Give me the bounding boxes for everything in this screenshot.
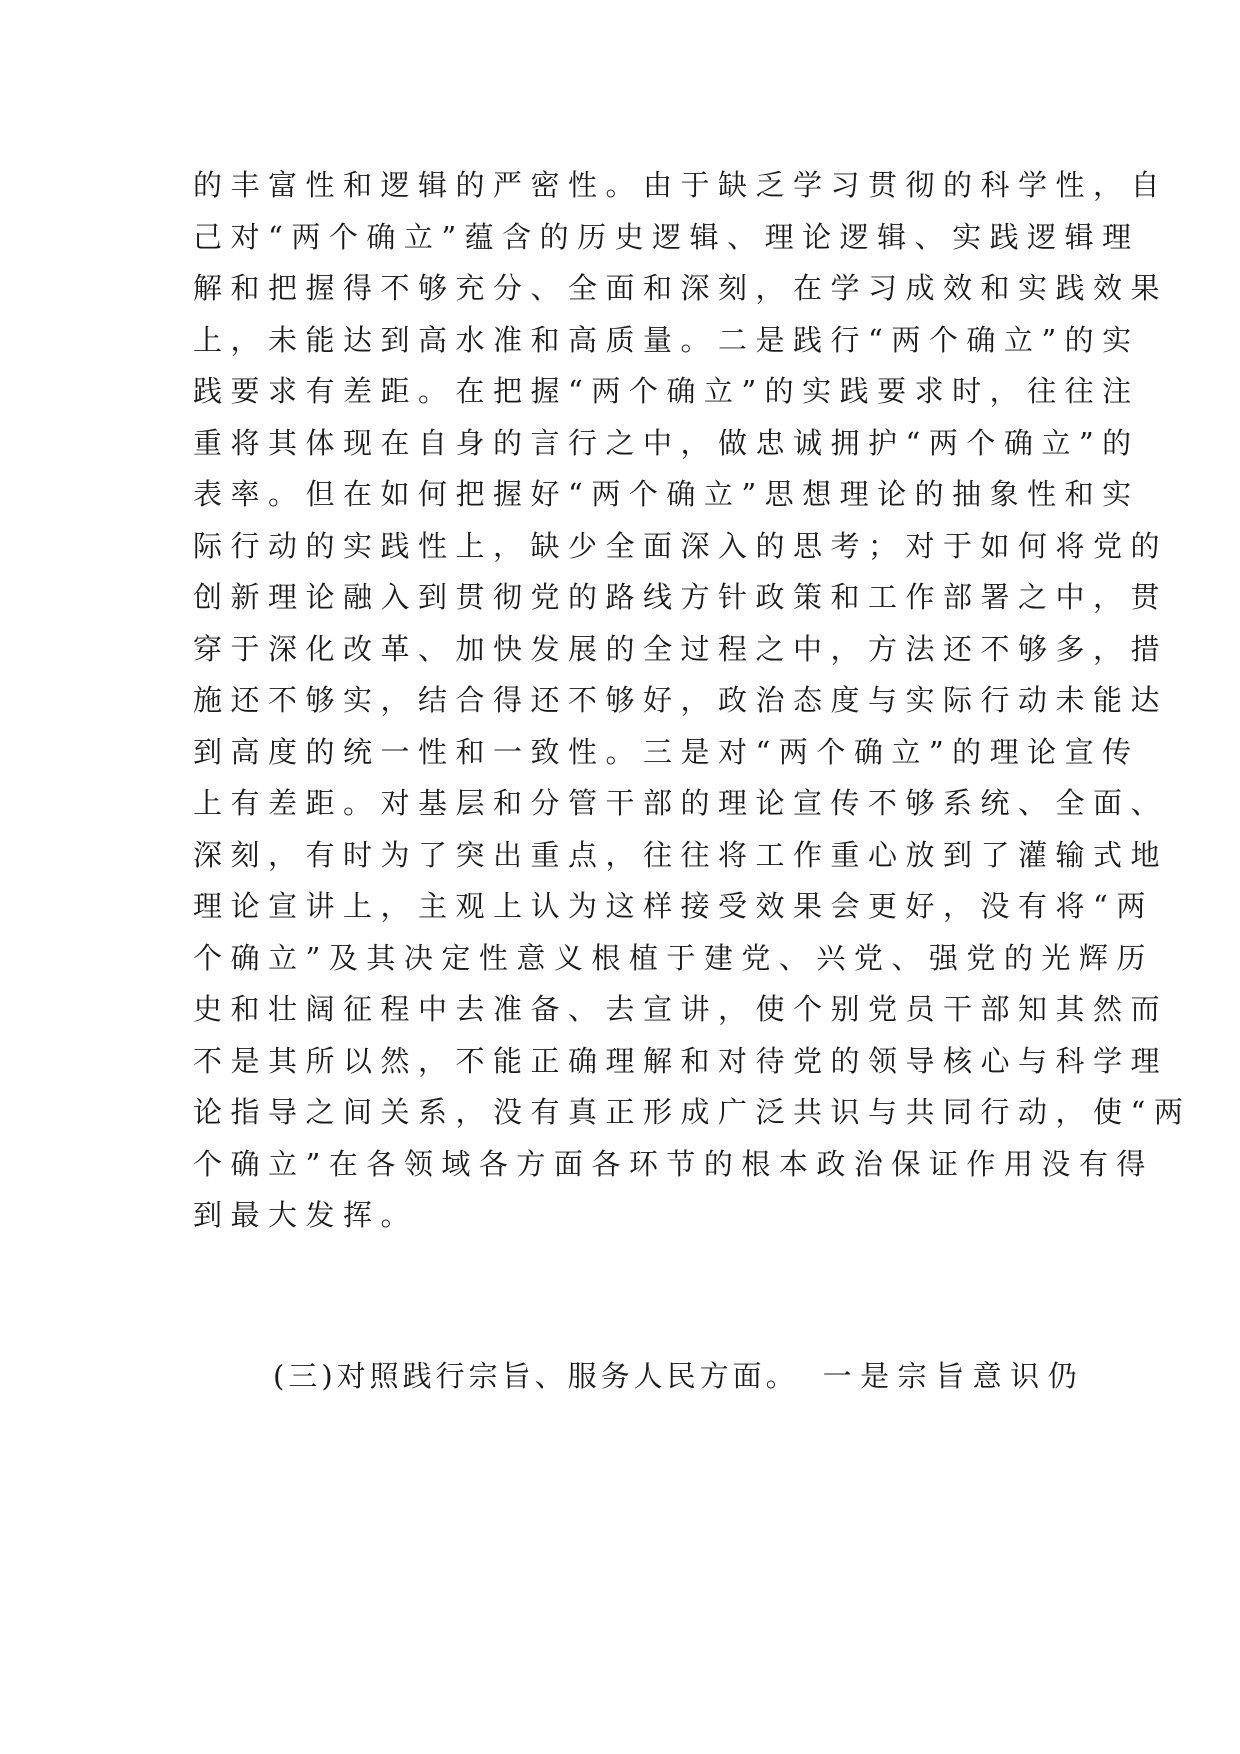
paragraph-line: 上有差距。对基层和分管干部的理论宣传不够系统、全面、: [193, 786, 1169, 820]
paragraph-line: 个确立”及其决定性意义根植于建党、兴党、强党的光辉历: [193, 940, 1154, 975]
section-three: [193, 1351, 1086, 1403]
paragraph-line: 己对“两个确立”蕴含的历史逻辑、理论逻辑、实践逻辑理: [193, 219, 1140, 254]
paragraph-line: 理论宣讲上，主观上认为这样接受效果会更好，没有将“两: [193, 889, 1154, 923]
paragraph-line: 创新理论融入到贯彻党的路线方针政策和工作部署之中，贯: [193, 580, 1169, 614]
paragraph-line: 上，未能达到高水准和高质量。二是践行“两个确立”的实: [193, 322, 1140, 357]
paragraph-line: 到高度的统一性和一致性。三是对“两个确立”的理论宣传: [193, 734, 1140, 769]
paragraph-line: 不是其所以然，不能正确理解和对待党的领导核心与科学理: [193, 1043, 1169, 1078]
paragraph-line: 个确立”在各领域各方面各环节的根本政治保证作用没有得: [193, 1146, 1154, 1181]
section-text: 一是宗旨意识仍: [822, 1359, 1086, 1393]
section-heading: (三)对照践行宗旨、服务人民方面。: [273, 1359, 799, 1393]
paragraph-line: 践要求有差距。在把握“两个确立”的实践要求时，往往注: [193, 374, 1140, 408]
paragraph-line: 的丰富性和逻辑的严密性。由于缺乏学习贯彻的科学性，自: [193, 168, 1169, 202]
paragraph-line: 到最大发挥。: [193, 1198, 419, 1232]
paragraph-line: 穿于深化改革、加快发展的全过程之中，方法还不够多，措: [193, 631, 1169, 666]
paragraph-line: 论指导之间关系，没有真正形成广泛共识与共同行动，使“两: [193, 1095, 1192, 1129]
body-paragraph: [193, 160, 1192, 1242]
paragraph-line: 解和把握得不够充分、全面和深刻，在学习成效和实践效果: [193, 271, 1169, 305]
paragraph-line: 史和壮阔征程中去准备、去宣讲，使个别党员干部知其然而: [193, 992, 1169, 1026]
paragraph-line: 际行动的实践性上，缺少全面深入的思考；对于如何将党的: [193, 528, 1169, 563]
paragraph-line: 表率。但在如何把握好“两个确立”思想理论的抽象性和实: [193, 477, 1140, 511]
paragraph-line: 深刻，有时为了突出重点，往往将工作重心放到了灌输式地: [193, 837, 1169, 872]
paragraph-line: 重将其体现在自身的言行之中，做忠诚拥护“两个确立”的: [193, 425, 1140, 460]
paragraph-line: 施还不够实，结合得还不够好，政治态度与实际行动未能达: [193, 683, 1169, 717]
